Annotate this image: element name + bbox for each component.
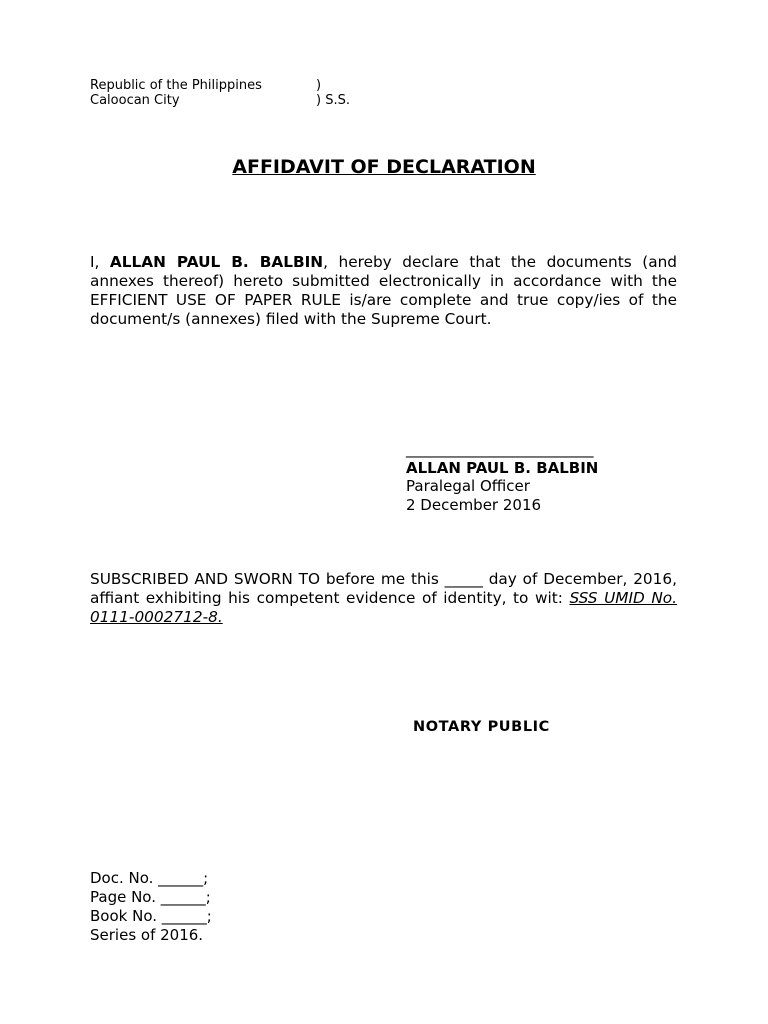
book-no: Book No. ______; [90,907,212,925]
venue-ss: ) S.S. [316,93,350,108]
declaration-body: , hereby declare that the documents (and annexes thereof) hereto submitted electronically in accordance with the EFFICIENT USE OF PAPER RULE is/are complete and true copy/ies of the document/s (annexes) filed with the Supreme Court. [90,253,677,328]
document-title: AFFIDAVIT OF DECLARATION [232,156,536,178]
jurat-text: SUBSCRIBED AND SWORN TO before me this _____ day of December, 2016, affiant exhibiting his competent evidence of identity, to wit: [90,570,677,607]
doc-no: Doc. No. ______; [90,869,209,887]
signature-line: _________________________ [406,440,594,458]
venue-bracket: ) [316,78,322,93]
document-title-wrap [0,155,768,179]
notary-public-label: NOTARY PUBLIC [413,719,550,735]
venue-country: Republic of the Philippines [90,78,262,93]
notarial-register [90,869,212,945]
signatory-position: Paralegal Officer [406,477,530,495]
signatory-name: ALLAN PAUL B. BALBIN [406,458,599,477]
venue-header [90,78,350,108]
declarant-name: ALLAN PAUL B. BALBIN [109,253,324,271]
declaration-paragraph [90,253,677,329]
jurat-paragraph [90,570,677,627]
signature-date: 2 December 2016 [406,495,542,514]
venue-city: Caloocan City [90,93,180,108]
venue-row-country [90,78,350,93]
page-no: Page No. ______; [90,888,211,906]
declaration-prefix: I, [90,253,110,271]
identity-evidence: SSS UMID No. 0111-0002712-8. [90,589,677,626]
series: Series of 2016. [90,926,204,944]
signature-block [406,440,598,514]
venue-row-city [90,93,350,108]
